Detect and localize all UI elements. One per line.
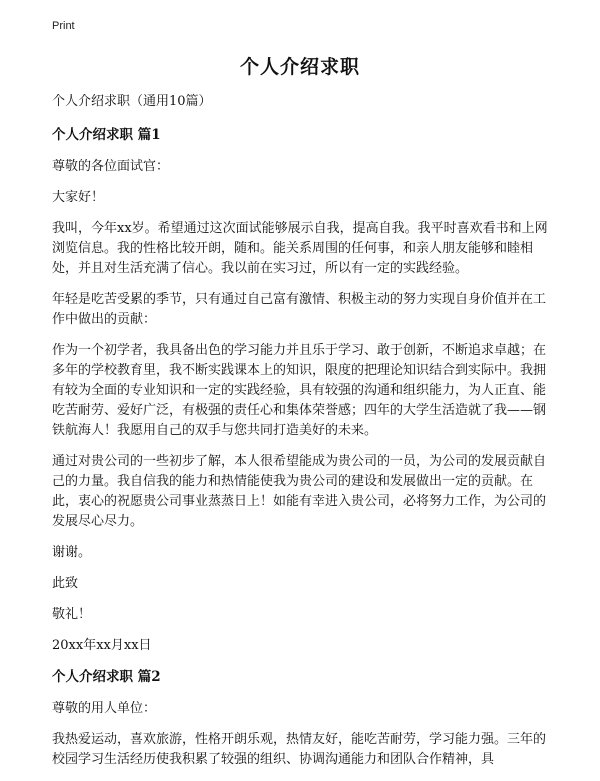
letter-date: 20xx年xx月xx日 bbox=[52, 638, 152, 653]
closing-line: 此致 bbox=[52, 576, 79, 591]
closing-salute: 敬礼！ bbox=[52, 607, 92, 622]
section-heading: 个人介绍求职 篇2 bbox=[52, 669, 161, 685]
page-title: 个人介绍求职 bbox=[239, 56, 360, 78]
print-link[interactable]: Print bbox=[52, 20, 75, 32]
greeting: 大家好！ bbox=[52, 190, 105, 205]
salutation: 尊敬的用人单位： bbox=[52, 701, 157, 716]
body-paragraph: 通过对贵公司的一些初步了解，本人很希望能成为贵公司的一员，为公司的发展贡献自己的力量。我自信我的能力和热情能使我为贵公司的建设和发展做出一定的贡献。在此，衷心的祝愿贵公司事业蒸蒸日上！如能有幸进入贵公司，必将努力工作，为公司的发展尽心尽力。 bbox=[52, 454, 547, 529]
salutation: 尊敬的各位面试官： bbox=[52, 159, 170, 174]
section-heading: 个人介绍求职 篇1 bbox=[52, 127, 161, 143]
document-subtitle: 个人介绍求职（通用10篇） bbox=[52, 94, 212, 109]
body-paragraph: 年轻是吃苦受累的季节，只有通过自己富有激情、积极主动的努力实现自身价值并在工作中做出的贡献： bbox=[52, 292, 547, 327]
body-paragraph: 我热爱运动，喜欢旅游，性格开朗乐观，热情友好，能吃苦耐劳，学习能力强。三年的校园学习生活经历使我积累了较强的组织、协调沟通能力和团队合作精神，具 bbox=[52, 732, 547, 767]
document-body bbox=[52, 92, 548, 781]
body-paragraph: 作为一个初学者，我具备出色的学习能力并且乐于学习、敢于创新，不断追求卓越；在多年的学校教育里，我不断实践课本上的知识，限度的把理论知识结合到实际中。我拥有较为全面的专业知识和一定的实践经验，具有较强的沟通和组织能力，为人正直、能吃苦耐劳、爱好广泛，有极强的责任心和集体荣誉感；四年的大学生活造就了我——钢铁航海人！我愿用自己的双手与您共同打造美好的未来。 bbox=[52, 343, 547, 438]
closing-thanks: 谢谢。 bbox=[52, 545, 92, 560]
body-paragraph: 我叫，今年xx岁。希望通过这次面试能够展示自我，提高自我。我平时喜欢看书和上网浏览信息。我的性格比较开朗，随和。能关系周围的任何事，和亲人朋友能够和睦相处，并且对生活充满了信心。我以前在实习过，所以有一定的实践经验。 bbox=[52, 221, 548, 276]
